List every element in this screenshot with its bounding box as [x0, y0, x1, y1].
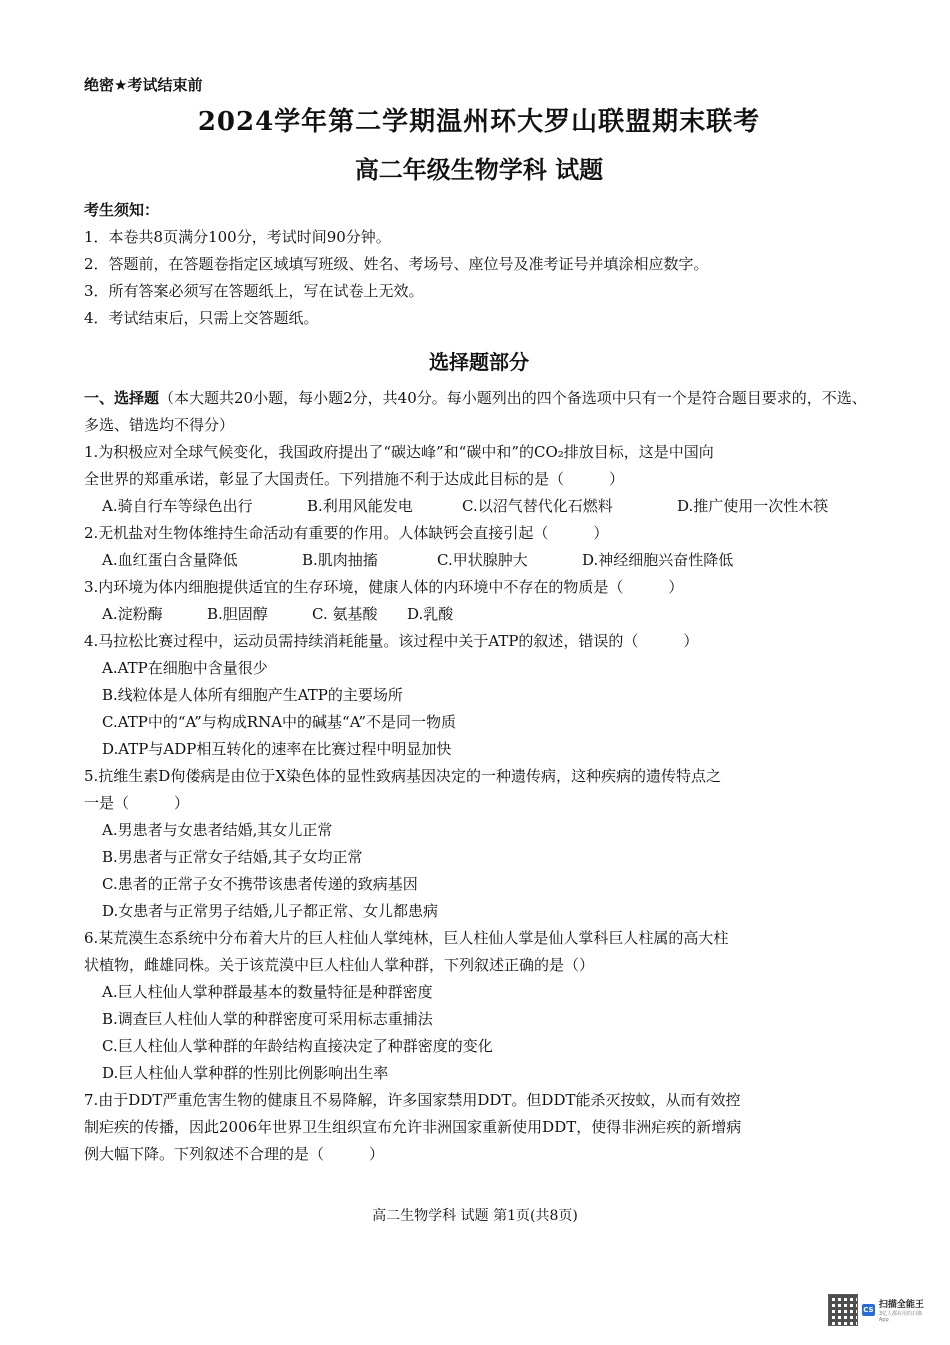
question-5: [84, 763, 874, 925]
question-stem-line: 3.内环境为体内细胞提供适宜的生存环境，健康人体的内环境中不存在的物质是（ ）: [84, 578, 684, 596]
option-b: B.男患者与正常女子结婚,其子女均正常: [102, 848, 363, 866]
option-d: D.推广使用一次性木筷: [677, 497, 829, 515]
option-row: [84, 601, 874, 628]
scanner-watermark: [828, 1292, 928, 1328]
question-stem-line: 7.由于DDT严重危害生物的健康且不易降解，许多国家禁用DDT。但DDT能杀灭按蚊，从而有效控: [84, 1091, 741, 1109]
option-c: C. 氨基酸: [312, 605, 378, 623]
option-b: B.利用风能发电: [307, 497, 413, 515]
exam-page: [84, 74, 874, 1168]
section-intro: [84, 385, 874, 439]
scanner-name: 扫描全能王: [878, 1300, 924, 1310]
scanner-text: [879, 1297, 928, 1323]
qr-code-icon: [828, 1294, 858, 1326]
question-stem-line: 2.无机盐对生物体维持生命活动有重要的作用。人体缺钙会直接引起（ ）: [84, 524, 609, 542]
option-row: [84, 493, 874, 520]
question-stem-line: 一是（ ）: [84, 794, 190, 812]
question-stem-line: 5.抗维生素D佝偻病是由位于X染色体的显性致病基因决定的一种遗传病，这种疾病的遗传特点之: [84, 767, 722, 785]
option-d: D.神经细胞兴奋性降低: [582, 551, 734, 569]
scanner-logo: CS: [863, 1306, 874, 1314]
question-7: [84, 1087, 874, 1168]
question-stem-line: 全世界的郑重承诺，彰显了大国责任。下列措施不利于达成此目标的是（ ）: [84, 470, 625, 488]
option-b: B.胆固醇: [207, 605, 268, 623]
notice-item: 4．考试结束后，只需上交答题纸。: [84, 309, 319, 327]
option-c: C.ATP中的“A”与构成RNA中的碱基“A”不是同一物质: [102, 713, 457, 731]
question-stem-line: 4.马拉松比赛过程中，运动员需持续消耗能量。该过程中关于ATP的叙述，错误的（ ）: [84, 632, 699, 650]
question-stem-line: 1.为积极应对全球气候变化，我国政府提出了“碳达峰”和“碳中和”的CO₂排放目标，这是中国向: [84, 443, 714, 461]
option-c: C.巨人柱仙人掌种群的年龄结构直接决定了种群密度的变化: [102, 1037, 493, 1055]
question-2: [84, 520, 874, 574]
question-stem-line: 例大幅下降。下列叙述不合理的是（ ）: [84, 1145, 385, 1163]
notice-heading: 考生须知：: [84, 201, 160, 219]
notice-item: 1．本卷共8页满分100分，考试时间90分钟。: [84, 228, 391, 246]
intro-label: 一、选择题: [84, 389, 160, 407]
option-c: C.以沼气替代化石燃料: [462, 497, 613, 515]
secret-label: 绝密★考试结束前: [84, 76, 203, 94]
option-a: A.ATP在细胞中含量很少: [102, 659, 268, 677]
option-b: B.肌肉抽搐: [302, 551, 378, 569]
option-a: A.巨人柱仙人掌种群最基本的数量特征是种群密度: [102, 983, 433, 1001]
option-a: A.淀粉酶: [102, 605, 163, 623]
question-stem-line: 制疟疾的传播，因此2006年世界卫生组织宣布允许非洲国家重新使用DDT，使得非洲疟疾的新增病: [84, 1118, 742, 1136]
section-title: 选择题部分: [429, 350, 529, 374]
exam-subtitle: 高二年级生物学科 试题: [354, 155, 604, 184]
option-row: [84, 547, 874, 574]
intro-text: （本大题共20小题，每小题2分，共40分。每小题列出的四个备选项中只有一个是符合题目要求的，不选、多选、错选均不得分）: [84, 389, 867, 434]
question-3: [84, 574, 874, 628]
question-stem-line: 6.某荒漠生态系统中分布着大片的巨人柱仙人掌纯林，巨人柱仙人掌是仙人掌科巨人柱属的高大柱: [84, 929, 729, 947]
option-b: B.调查巨人柱仙人掌的种群密度可采用标志重捕法: [102, 1010, 433, 1028]
scanner-tagline: 3亿人都在用的扫描App: [878, 1311, 923, 1323]
question-4: [84, 628, 874, 763]
option-d: D.乳酸: [407, 605, 454, 623]
question-1: [84, 439, 874, 520]
page-footer: 高二生物学科 试题 第1页(共8页): [372, 1208, 578, 1224]
question-stem-line: 状植物，雌雄同株。关于该荒漠中巨人柱仙人掌种群，下列叙述正确的是（）: [84, 956, 595, 974]
option-c: C.甲状腺肿大: [437, 551, 528, 569]
option-c: C.患者的正常子女不携带该患者传递的致病基因: [102, 875, 418, 893]
question-6: [84, 925, 874, 1087]
notice-item: 3．所有答案必须写在答题纸上，写在试卷上无效。: [84, 282, 424, 300]
notice-item: 2．答题前，在答题卷指定区域填写班级、姓名、考场号、座位号及准考证号并填涂相应数字。: [84, 255, 709, 273]
option-a: A.骑自行车等绿色出行: [102, 497, 253, 515]
option-d: D.巨人柱仙人掌种群的性别比例影响出生率: [102, 1064, 389, 1082]
option-a: A.血红蛋白含量降低: [102, 551, 238, 569]
option-b: B.线粒体是人体所有细胞产生ATP的主要场所: [102, 686, 403, 704]
exam-title: 2024学年第二学期温州环大罗山联盟期末联考: [197, 107, 761, 137]
option-d: D.ATP与ADP相互转化的速率在比赛过程中明显加快: [102, 740, 452, 758]
option-a: A.男患者与女患者结婚,其女儿正常: [102, 821, 333, 839]
option-d: D.女患者与正常男子结婚,儿子都正常、女儿都患病: [102, 902, 439, 920]
